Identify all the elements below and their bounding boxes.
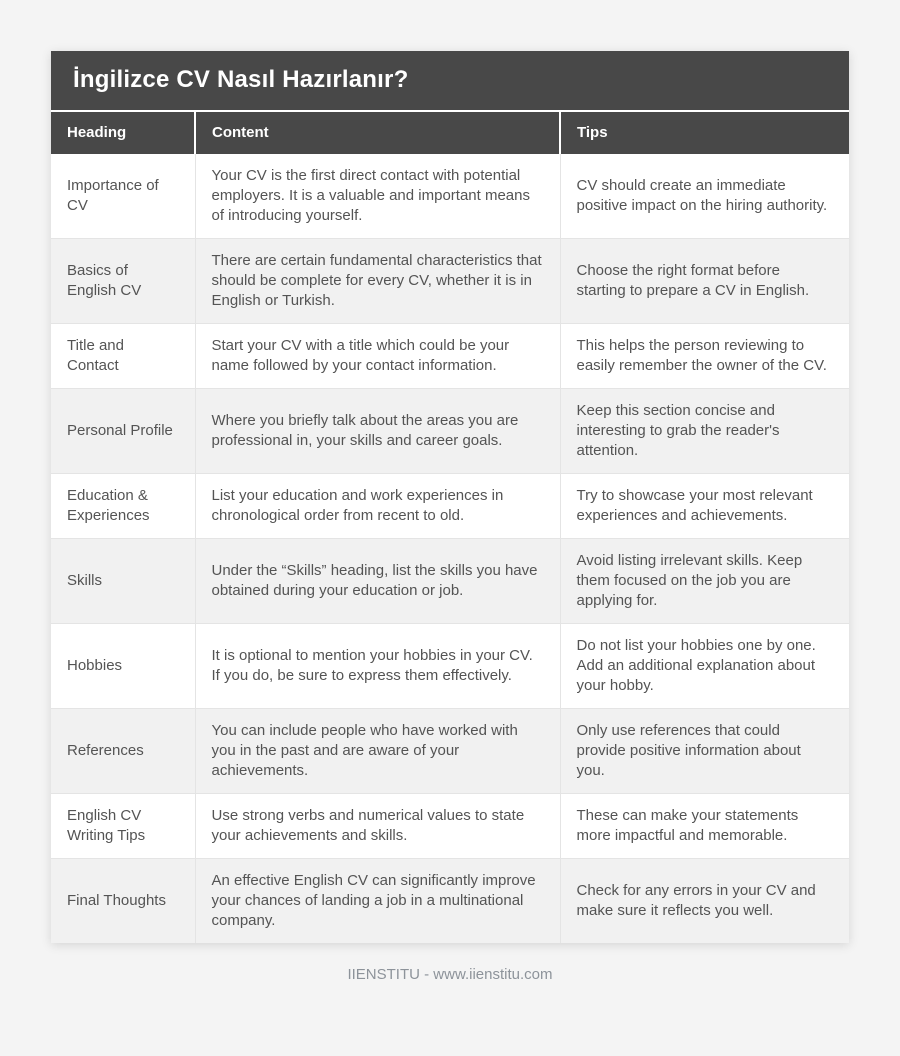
cell-heading: English CV Writing Tips [51,794,195,859]
cell-tips: CV should create an immediate positive impact on the hiring authority. [560,154,849,239]
table-row [51,154,849,239]
cell-content: Your CV is the first direct contact with potential employers. It is a valuable and important means of introducing yourself. [195,154,560,239]
table-header-row [51,112,849,154]
cv-guide-table [51,112,849,943]
column-header-content: Content [195,112,560,154]
cell-tips: Try to showcase your most relevant experiences and achievements. [560,474,849,539]
cell-tips: This helps the person reviewing to easily remember the owner of the CV. [560,324,849,389]
page-title: İngilizce CV Nasıl Hazırlanır? [51,51,849,112]
cell-heading: Personal Profile [51,389,195,474]
cell-tips: Check for any errors in your CV and make sure it reflects you well. [560,859,849,944]
table-row [51,539,849,624]
table-body [51,154,849,943]
cell-heading: Final Thoughts [51,859,195,944]
table-row [51,859,849,944]
table-row [51,474,849,539]
cell-heading: Basics of English CV [51,239,195,324]
cell-content: Under the “Skills” heading, list the skills you have obtained during your education or job. [195,539,560,624]
footer-credit: IIENSTITU - www.iienstitu.com [347,966,553,983]
cell-tips: These can make your statements more impactful and memorable. [560,794,849,859]
table-row [51,324,849,389]
table-row [51,709,849,794]
cell-tips: Choose the right format before starting to prepare a CV in English. [560,239,849,324]
cell-content: List your education and work experiences in chronological order from recent to old. [195,474,560,539]
table-row [51,624,849,709]
cv-guide-card [51,51,849,943]
cell-content: Where you briefly talk about the areas you are professional in, your skills and career goals. [195,389,560,474]
cell-heading: Importance of CV [51,154,195,239]
table-row [51,389,849,474]
cell-content: An effective English CV can significantly improve your chances of landing a job in a multinational company. [195,859,560,944]
cell-tips: Only use references that could provide positive information about you. [560,709,849,794]
cell-content: You can include people who have worked with you in the past and are aware of your achievements. [195,709,560,794]
table-row [51,794,849,859]
column-header-heading: Heading [51,112,195,154]
cell-heading: Hobbies [51,624,195,709]
cell-heading: References [51,709,195,794]
cell-content: There are certain fundamental characteristics that should be complete for every CV, whether it is in English or Turkish. [195,239,560,324]
table-row [51,239,849,324]
cell-content: It is optional to mention your hobbies in your CV. If you do, be sure to express them effectively. [195,624,560,709]
cell-content: Use strong verbs and numerical values to state your achievements and skills. [195,794,560,859]
cell-tips: Keep this section concise and interesting to grab the reader's attention. [560,389,849,474]
cell-tips: Avoid listing irrelevant skills. Keep them focused on the job you are applying for. [560,539,849,624]
cell-content: Start your CV with a title which could be your name followed by your contact information. [195,324,560,389]
cell-heading: Title and Contact [51,324,195,389]
cell-tips: Do not list your hobbies one by one. Add an additional explanation about your hobby. [560,624,849,709]
cell-heading: Skills [51,539,195,624]
column-header-tips: Tips [560,112,849,154]
cell-heading: Education & Experiences [51,474,195,539]
